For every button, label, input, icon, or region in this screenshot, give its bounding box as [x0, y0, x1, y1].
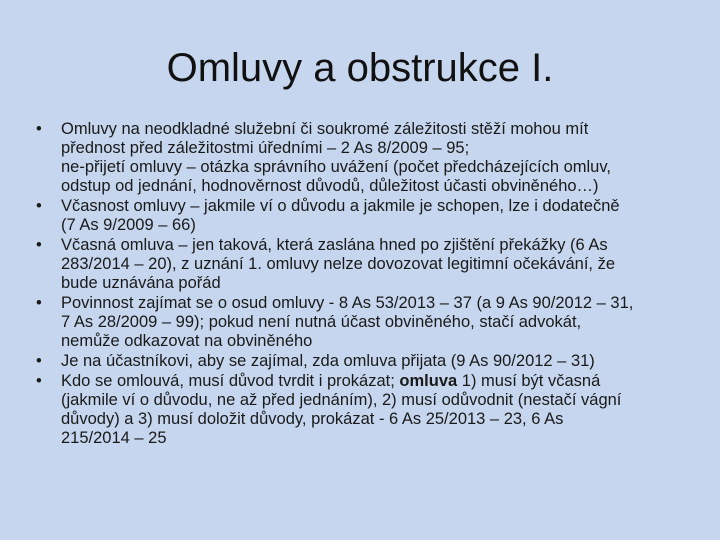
bullet-line: Včasná omluva – jen taková, která zaslána hned po zjištění překážky (6 As: [61, 236, 608, 254]
bullet-item: [36, 236, 700, 293]
bullet-item: [36, 352, 700, 371]
bullet-item: [36, 294, 700, 351]
bullet-line: Omluvy na neodkladné služební či soukromé záležitosti stěží mohou mít: [61, 120, 589, 138]
bullet-line: důvody) a 3) musí doložit důvody, prokázat - 6 As 25/2013 – 23, 6 As: [61, 410, 564, 428]
bullet-dot-icon: •: [36, 197, 42, 215]
slide-title: Omluvy a obstrukce I.: [166, 46, 554, 90]
bullet-dot-icon: •: [36, 120, 42, 138]
bullet-item: [36, 120, 700, 196]
bullet-text: [61, 352, 700, 371]
bullet-item: [36, 372, 700, 448]
bullet-text: [61, 372, 700, 448]
bullet-text: [61, 197, 700, 235]
bullet-dot-icon: •: [36, 372, 42, 390]
bullet-text: [61, 294, 700, 351]
bullet-dot-icon: •: [36, 236, 42, 254]
bullet-line: (7 As 9/2009 – 66): [61, 216, 196, 234]
bullet-line: 215/2014 – 25: [61, 429, 167, 447]
bullet-line: Je na účastníkovi, aby se zajímal, zda omluva přijata (9 As 90/2012 – 31): [61, 352, 595, 370]
bullet-dot-icon: •: [36, 352, 42, 370]
bullet-line: Včasnost omluvy – jakmile ví o důvodu a jakmile je schopen, lze i dodatečně: [61, 197, 620, 215]
bullet-line-part: Kdo se omlouvá, musí důvod tvrdit i prokázat;: [61, 372, 400, 390]
bullet-line: 7 As 28/2009 – 99); pokud není nutná účast obviněného, stačí advokát,: [61, 313, 582, 331]
bullet-line-part: 1) musí být včasná: [457, 372, 601, 390]
bullet-line: (jakmile ví o důvodu, ne až před jednáním), 2) musí odůvodnit (nestačí vágní: [61, 391, 622, 409]
bullet-dot-icon: •: [36, 294, 42, 312]
bullet-line: ne-přijetí omluvy – otázka správního uvážení (počet předcházejících omluv,: [61, 158, 611, 176]
bullet-line: přednost před záležitostmi úředními – 2 As 8/2009 – 95;: [61, 139, 470, 157]
bold-keyword-omluva: omluva: [399, 372, 458, 390]
bullet-line: nemůže odkazovat na obviněného: [61, 332, 313, 350]
bullet-text: [61, 120, 700, 196]
bullet-line: [61, 372, 700, 391]
bullet-line: odstup od jednání, hodnověrnost důvodů, důležitost účasti obviněného…): [61, 177, 599, 195]
bullet-line: Povinnost zajímat se o osud omluvy - 8 As 53/2013 – 37 (a 9 As 90/2012 – 31,: [61, 294, 634, 312]
bullet-line: 283/2014 – 20), z uznání 1. omluvy nelze dovozovat legitimní očekávání, že: [61, 255, 615, 273]
bullet-list: [36, 120, 700, 449]
bullet-text: [61, 236, 700, 293]
bullet-line: bude uznávána pořád: [61, 274, 221, 292]
bullet-item: [36, 197, 700, 235]
